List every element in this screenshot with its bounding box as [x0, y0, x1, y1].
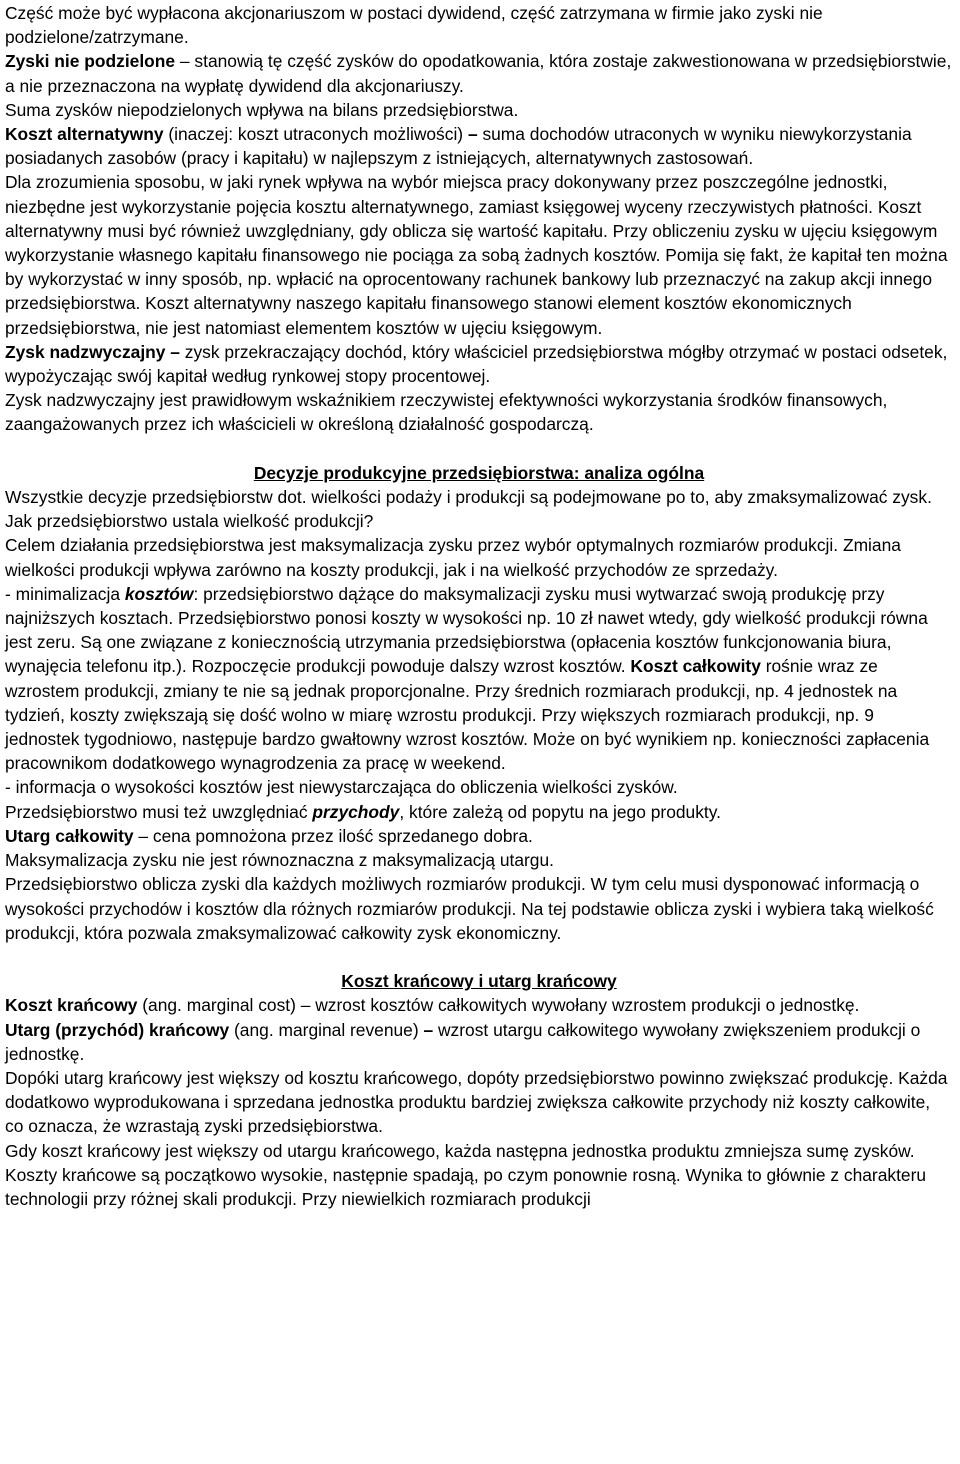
- text-run: , które zależą od popytu na jego produkty.: [399, 801, 721, 822]
- p-profit-not-revenue: [5, 848, 953, 872]
- text-run: Suma zysków niepodzielonych wpływa na bilans przedsiębiorstwa.: [5, 99, 519, 120]
- text-run: Dopóki utarg krańcowy jest większy od kosztu krańcowego, dopóty przedsiębiorstwo powinno zwiększać produkcję. Każda dodatkowo wyprodukowana i sprzedana jednostka produktu bardziej zwiększa całkowite przychody niż koszty całkowite, co oznacza, że wzrastają zyski przedsiębiorstwa.: [5, 1067, 948, 1137]
- text-run: - informacja o wysokości kosztów jest niewystarczająca do obliczenia wielkości zysków.: [5, 777, 678, 798]
- spacer: [5, 437, 953, 461]
- text-run: – cena pomnożona przez ilość sprzedanego dobra.: [133, 825, 533, 846]
- p-marginal-cost: [5, 993, 953, 1017]
- text-run: wzrost utargu całkowitego wywołany zwiększeniem produkcji o jednostkę.: [5, 1019, 921, 1064]
- section-marginal: [5, 993, 953, 1211]
- text-run: : przedsiębiorstwo dążące do maksymalizacji zysku musi wytwarzać swoją produkcję przy najniższych kosztach. Przedsiębiorstwo ponosi koszty w wysokości np. 10 zł nawet wtedy, gdy wielkość produkcji równa jest zeru. Są one związane z koniecznością utrzymania przedsiębiorstwa (opłacenia kosztów funkcjonowania biura, wynajęcia telefonu itp.). Rozpoczęcie produkcji powoduje dalszy wzrost kosztów.: [5, 583, 928, 677]
- text-run: zysk przekraczający dochód, który właściciel przedsiębiorstwa mógłby otrzymać w postaci odsetek, wypożyczając swój kapitał według rynkowej stopy procentowej.: [5, 341, 948, 387]
- spacer: [5, 945, 953, 969]
- text-run: Utarg (przychód) krańcowy: [5, 1019, 230, 1040]
- p-rule-decrease: [5, 1139, 953, 1163]
- text-run: (inaczej: koszt utraconych możliwości): [163, 124, 468, 145]
- text-run: Celem działania przedsiębiorstwa jest maksymalizacja zysku przez wybór optymalnych rozmiarów produkcji. Zmiana wielkości produkcji wpływa zarówno na koszty produkcji, jak i na wielkość przychodów ze sprzedaży.: [5, 535, 901, 580]
- text-run: Koszty krańcowe są początkowo wysokie, następnie spadają, po czym ponownie rosną. Wynika to głównie z charakteru technologii przy różnej skali produkcji. Przy niewielkich rozmiarach produkcji: [5, 1164, 927, 1209]
- p-marginal-costs-shape: [5, 1163, 953, 1211]
- text-run: Część może być wypłacona akcjonariuszom w postaci dywidend, część zatrzymana w firmie jako zyski nie podzielone/zatrzymane.: [5, 3, 823, 48]
- section-production-decisions: [5, 485, 953, 945]
- p-production-decisions: [5, 485, 953, 509]
- text-run: suma dochodów utraconych w wyniku niewykorzystania posiadanych zasobów (pracy i kapitału) w najlepszym z istniejących, alternatywnych zastosowań.: [5, 124, 912, 169]
- p-cost-info-insufficient: [5, 775, 953, 799]
- heading-production-decisions: Decyzje produkcyjne przedsiębiorstwa: analiza ogólna: [253, 462, 705, 483]
- p-dividends: [5, 1, 953, 49]
- text-run: Koszt całkowity: [630, 656, 761, 677]
- text-run: Gdy koszt krańcowy jest większy od utargu krańcowego, każda następna jednostka produktu zmniejsza sumę zysków.: [5, 1140, 915, 1161]
- p-balance-sheet: [5, 98, 953, 122]
- p-revenue: [5, 800, 953, 824]
- text-run: - minimalizacja: [5, 583, 125, 604]
- text-run: (ang. marginal cost) – wzrost kosztów całkowitych wywołany wzrostem produkcji o jednostkę.: [137, 995, 860, 1016]
- p-supernormal-profit-definition: [5, 340, 953, 388]
- text-run: –: [423, 1019, 434, 1040]
- text-run: Przedsiębiorstwo musi też uwzględniać: [5, 801, 313, 822]
- p-calculation: [5, 872, 953, 945]
- p-total-revenue: [5, 824, 953, 848]
- p-marginal-revenue: [5, 1018, 953, 1066]
- text-run: Wszystkie decyzje przedsiębiorstw dot. wielkości podaży i produkcji są podejmowane po to, aby zmaksymalizować zysk.: [5, 487, 932, 508]
- p-cost-minimization: [5, 582, 953, 776]
- text-run: Przedsiębiorstwo oblicza zyski dla każdych możliwych rozmiarów produkcji. W tym celu musi dysponować informacją o wysokości przychodów i kosztów dla różnych rozmiarów produkcji. Na tej podstawie oblicza zyski i wybiera taką wielkość produkcji, która pozwala zmaksymalizować całkowity zysk ekonomiczny.: [5, 874, 934, 943]
- heading-marginal-cost-revenue: Koszt krańcowy i utarg krańcowy: [341, 971, 617, 992]
- text-run: Koszt krańcowy: [5, 995, 138, 1016]
- p-opportunity-cost-explanation: [5, 170, 953, 339]
- text-run: Koszt alternatywny: [5, 124, 164, 145]
- p-supernormal-profit-efficiency: [5, 388, 953, 436]
- p-question: [5, 509, 953, 533]
- text-run: Zysk nadzwyczajny –: [5, 341, 180, 362]
- text-run: Zysk nadzwyczajny jest prawidłowym wskaźnikiem rzeczywistej efektywności wykorzystania środków finansowych, zaangażowanych przez ich właścicieli w określoną działalność gospodarczą.: [5, 390, 888, 435]
- text-run: Maksymalizacja zysku nie jest równoznaczna z maksymalizacją utargu.: [5, 850, 554, 871]
- text-run: przychody: [312, 801, 400, 822]
- text-run: –: [467, 124, 478, 145]
- p-retained-earnings: [5, 49, 953, 97]
- text-run: kosztów: [124, 583, 194, 604]
- p-goal: [5, 533, 953, 581]
- p-opportunity-cost-definition: [5, 122, 953, 170]
- text-run: rośnie wraz ze wzrostem produkcji, zmiany te nie są jednak proporcjonalne. Przy średnich rozmiarach produkcji, np. 4 jednostek na tydzień, koszty zwiększają się dość wolno w miarę wzrostu produkcji. Przy większych rozmiarach produkcji, np. 9 jednostek tygodniowo, następuje bardzo gwałtowny wzrost kosztów. Może on być wynikiem np. konieczności zapłacenia pracownikom dodatkowego wynagrodzenia za pracę w weekend.: [5, 656, 930, 774]
- text-run: (ang. marginal revenue): [229, 1019, 424, 1040]
- text-run: Jak przedsiębiorstwo ustala wielkość produkcji?: [5, 511, 374, 532]
- text-run: Utarg całkowity: [5, 825, 134, 846]
- section-profits: [5, 1, 953, 437]
- text-run: Zyski nie podzielone: [5, 51, 176, 72]
- text-run: – stanowią tę część zysków do opodatkowania, która zostaje zakwestionowana w przedsiębiorstwie, a nie przeznaczona na wypłatę dywidend dla akcjonariuszy.: [5, 51, 952, 96]
- p-rule-increase: [5, 1066, 953, 1139]
- text-run: Dla zrozumienia sposobu, w jaki rynek wpływa na wybór miejsca pracy dokonywany przez poszczególne jednostki, niezbędne jest wykorzystanie pojęcia kosztu alternatywnego, zamiast księgowej wyceny rzeczywistych płatności. Koszt alternatywny musi być również uwzględniany, gdy oblicza się wartość kapitału. Przy obliczeniu zysku w ujęciu księgowym wykorzystanie własnego kapitału finansowego nie pociąga za sobą żadnych kosztów. Pomija się fakt, że kapitał ten można by wykorzystać w inny sposób, np. wpłacić na oprocentowany rachunek bankowy lub przeznaczyć na zakup akcji innego przedsiębiorstwa. Koszt alternatywny naszego kapitału finansowego stanowi element kosztów ekonomicznych przedsiębiorstwa, nie jest natomiast elementem kosztów w ujęciu księgowym.: [5, 172, 948, 338]
